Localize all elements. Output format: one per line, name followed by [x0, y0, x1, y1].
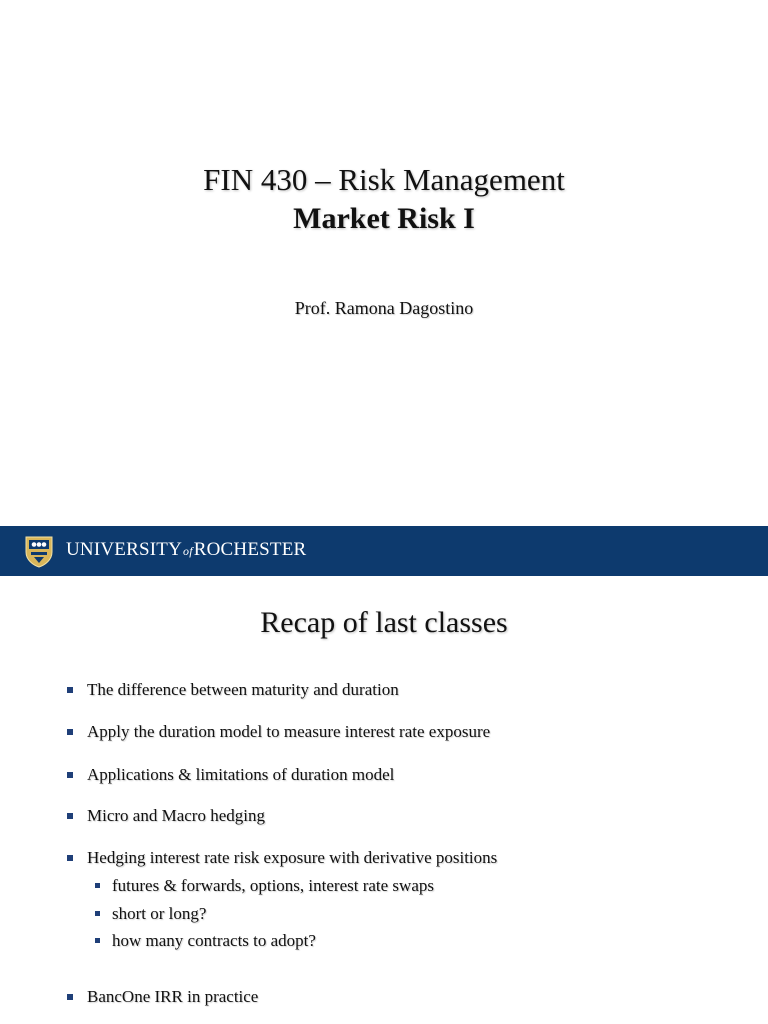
bullet-item	[87, 848, 497, 868]
title-block	[0, 160, 768, 238]
bullet-square-icon	[67, 729, 73, 735]
bullet-square-icon	[95, 883, 100, 888]
university-crest-icon	[22, 534, 56, 568]
bullet-item	[87, 680, 399, 700]
university-wordmark	[66, 539, 306, 561]
bullet-item	[87, 806, 265, 826]
university-name-part1: UNIVERSITY	[66, 539, 182, 560]
course-title: FIN 430 – Risk Management	[203, 162, 565, 197]
bullet-text: BancOne IRR in practice	[87, 987, 259, 1006]
bullet-square-icon	[67, 855, 73, 861]
bullet-square-icon	[67, 994, 73, 1000]
lecture-title: Market Risk I	[293, 202, 475, 235]
university-name-of: of	[183, 544, 193, 558]
bullet-square-icon	[95, 911, 100, 916]
sub-bullet-text: how many contracts to adopt?	[112, 931, 316, 950]
sub-bullet-item	[112, 931, 316, 951]
bullet-item	[87, 722, 490, 742]
university-name-part2: ROCHESTER	[193, 539, 307, 560]
sub-bullet-item	[112, 876, 434, 896]
university-footer-band	[0, 526, 768, 576]
bullet-square-icon	[67, 772, 73, 778]
bullet-square-icon	[67, 813, 73, 819]
sub-bullet-item	[112, 904, 206, 924]
professor-name: Prof. Ramona Dagostino	[294, 298, 474, 318]
bullet-square-icon	[95, 938, 100, 943]
bullet-text: Hedging interest rate risk exposure with derivative positions	[87, 848, 498, 867]
bullet-list	[0, 576, 768, 1024]
recap-title: Recap of last classes	[260, 606, 508, 639]
bullet-text: Apply the duration model to measure interest rate exposure	[87, 722, 491, 741]
bullet-square-icon	[67, 687, 73, 693]
sub-bullet-text: short or long?	[112, 904, 207, 923]
bullet-text: The difference between maturity and duration	[87, 680, 399, 699]
bullet-item	[87, 765, 394, 785]
recap-slide	[0, 576, 768, 1024]
bullet-item	[87, 987, 258, 1007]
bullet-text: Micro and Macro hedging	[87, 806, 265, 825]
bullet-text: Applications & limitations of duration model	[87, 765, 395, 784]
sub-bullet-text: futures & forwards, options, interest rate swaps	[112, 876, 434, 895]
